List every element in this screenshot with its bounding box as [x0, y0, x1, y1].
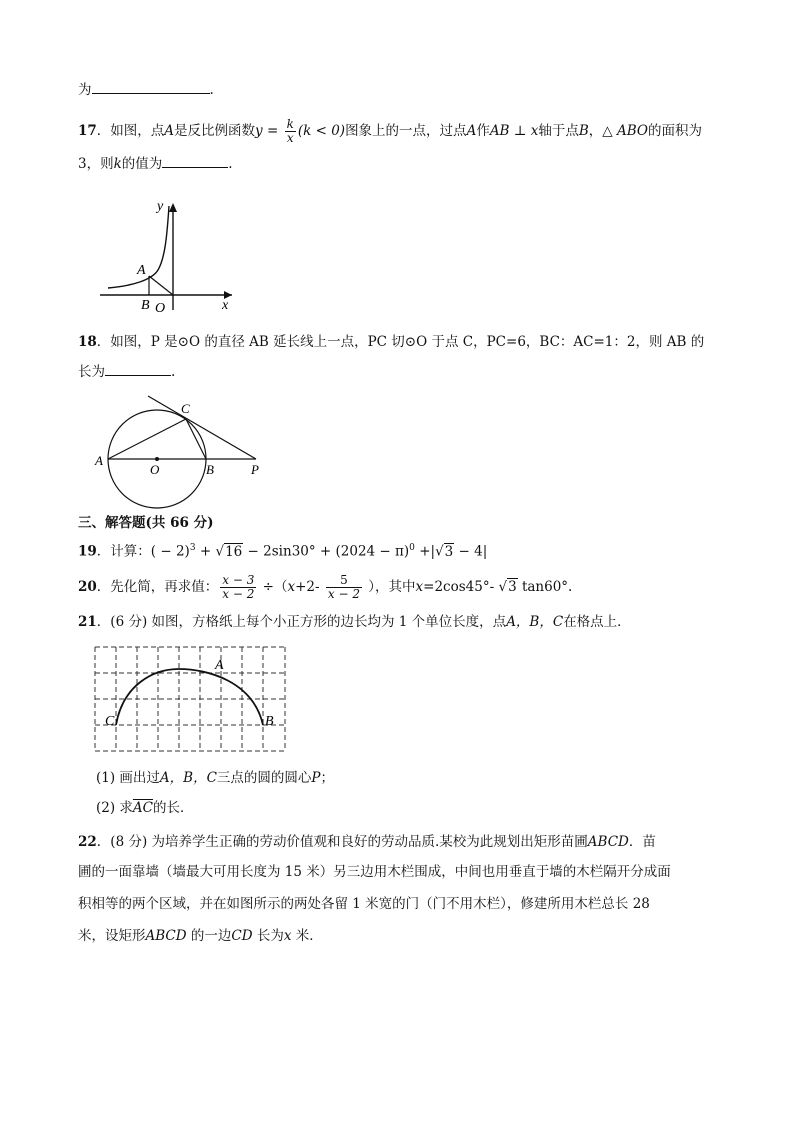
label-o: O — [150, 462, 160, 477]
label-y: y — [157, 199, 164, 214]
question-number: 20 — [78, 579, 97, 595]
question-22-line1: 22．(8 分) 为培养学生正确的劳动价值观和良好的劳动品质.某校为此规划出矩形苗圃ABCD．苗 — [78, 834, 656, 850]
label-x: x — [222, 298, 229, 313]
section-3-title: 三、解答题(共 66 分) — [78, 515, 214, 531]
answer-blank — [92, 80, 210, 94]
segment-ao — [149, 276, 173, 295]
label-c: C — [105, 714, 115, 729]
question-22-line3: 积相等的两个区域，并在如图所示的两处各留 1 米宽的门（门不用木栏），修建所用木栏总长 28 — [78, 896, 650, 912]
answer-blank — [105, 362, 171, 376]
question-21-part2: (2) 求$\overline{AC}$的长． — [96, 800, 194, 816]
question-22-line2: 圃的一面靠墙（墙最大可用长度为 15 米）另三边用木栏围成，中间也用垂直于墙的木栏隔开分成面 — [78, 864, 671, 880]
question-21: 21．(6 分) 如图，方格纸上每个小正方形的边长均为 1 个单位长度，点A，B，C在格点上． — [78, 614, 631, 630]
y-axis-arrow-icon — [169, 203, 177, 212]
question-20: 20．先化简，再求值： $\frac{x - 3}{x - 2}$ ÷（x+2- $\frac{5}{x - 2}$ ），其中x=2cos45°- √3 tan60°. — [78, 573, 573, 601]
question-number: 18 — [78, 334, 97, 350]
question-17-line2: 3，则k的值为 . — [78, 156, 233, 172]
question-number: 19 — [78, 543, 97, 560]
question-19: 19．计算：( − $2)^3 + √16 - 2\sin 30^\circ + (2024 - \pi)^0 +|√3 - 4|$ — [78, 543, 488, 560]
label-a: A — [215, 658, 224, 673]
label-b: B — [141, 298, 150, 313]
question-22-line4: 米，设矩形ABCD 的一边CD 长为x 米． — [78, 928, 323, 944]
question-21-part1: (1) 画出过A，B，C三点的圆的圆心P； — [96, 770, 335, 786]
fraction-1: $\frac{x - 3}{x - 2}$ — [222, 573, 255, 601]
figure-q17-hyperbola — [92, 196, 242, 314]
segment-cb — [186, 419, 206, 459]
tangent-line-pc — [148, 396, 256, 459]
answer-blank — [162, 154, 228, 168]
question-number: 22 — [78, 834, 97, 850]
label-a: A — [137, 263, 146, 278]
label-c: C — [181, 401, 190, 416]
continuation-line: 为 . — [78, 82, 214, 98]
figure-q18-circle — [90, 392, 270, 512]
arc-cab — [116, 669, 263, 725]
label-p: P — [251, 462, 259, 477]
arc-label: $\overline{AC}$ — [132, 800, 154, 816]
figure-q21-grid — [93, 645, 289, 755]
fraction-2: $\frac{5}{x - 2}$ — [327, 573, 360, 601]
question-17-line1: 17．如图，点A是反比例函数y = $\frac{k}{x}$ (k < 0)图象上的一点，过点A作AB ⊥ x轴于点B，△ ABO的面积为 — [78, 117, 702, 145]
grid-lines — [95, 647, 285, 751]
segment-ac — [108, 419, 186, 459]
label-o: O — [155, 301, 166, 314]
question-number: 17 — [78, 123, 97, 139]
label-b: B — [265, 714, 274, 729]
question-18-line1: 18．如图，P 是⊙O 的直径 AB 延长线上一点，PC 切⊙O 于点 C，PC=6，BC：AC=1：2，则 AB 的 — [78, 334, 705, 350]
label-a: A — [95, 453, 103, 468]
center-point — [155, 457, 159, 461]
fraction-k-over-x: $\frac{k}{x}$ — [286, 117, 294, 145]
label-b: B — [206, 462, 214, 477]
question-number: 21 — [78, 614, 97, 630]
question-18-line2: 长为 . — [78, 364, 176, 380]
